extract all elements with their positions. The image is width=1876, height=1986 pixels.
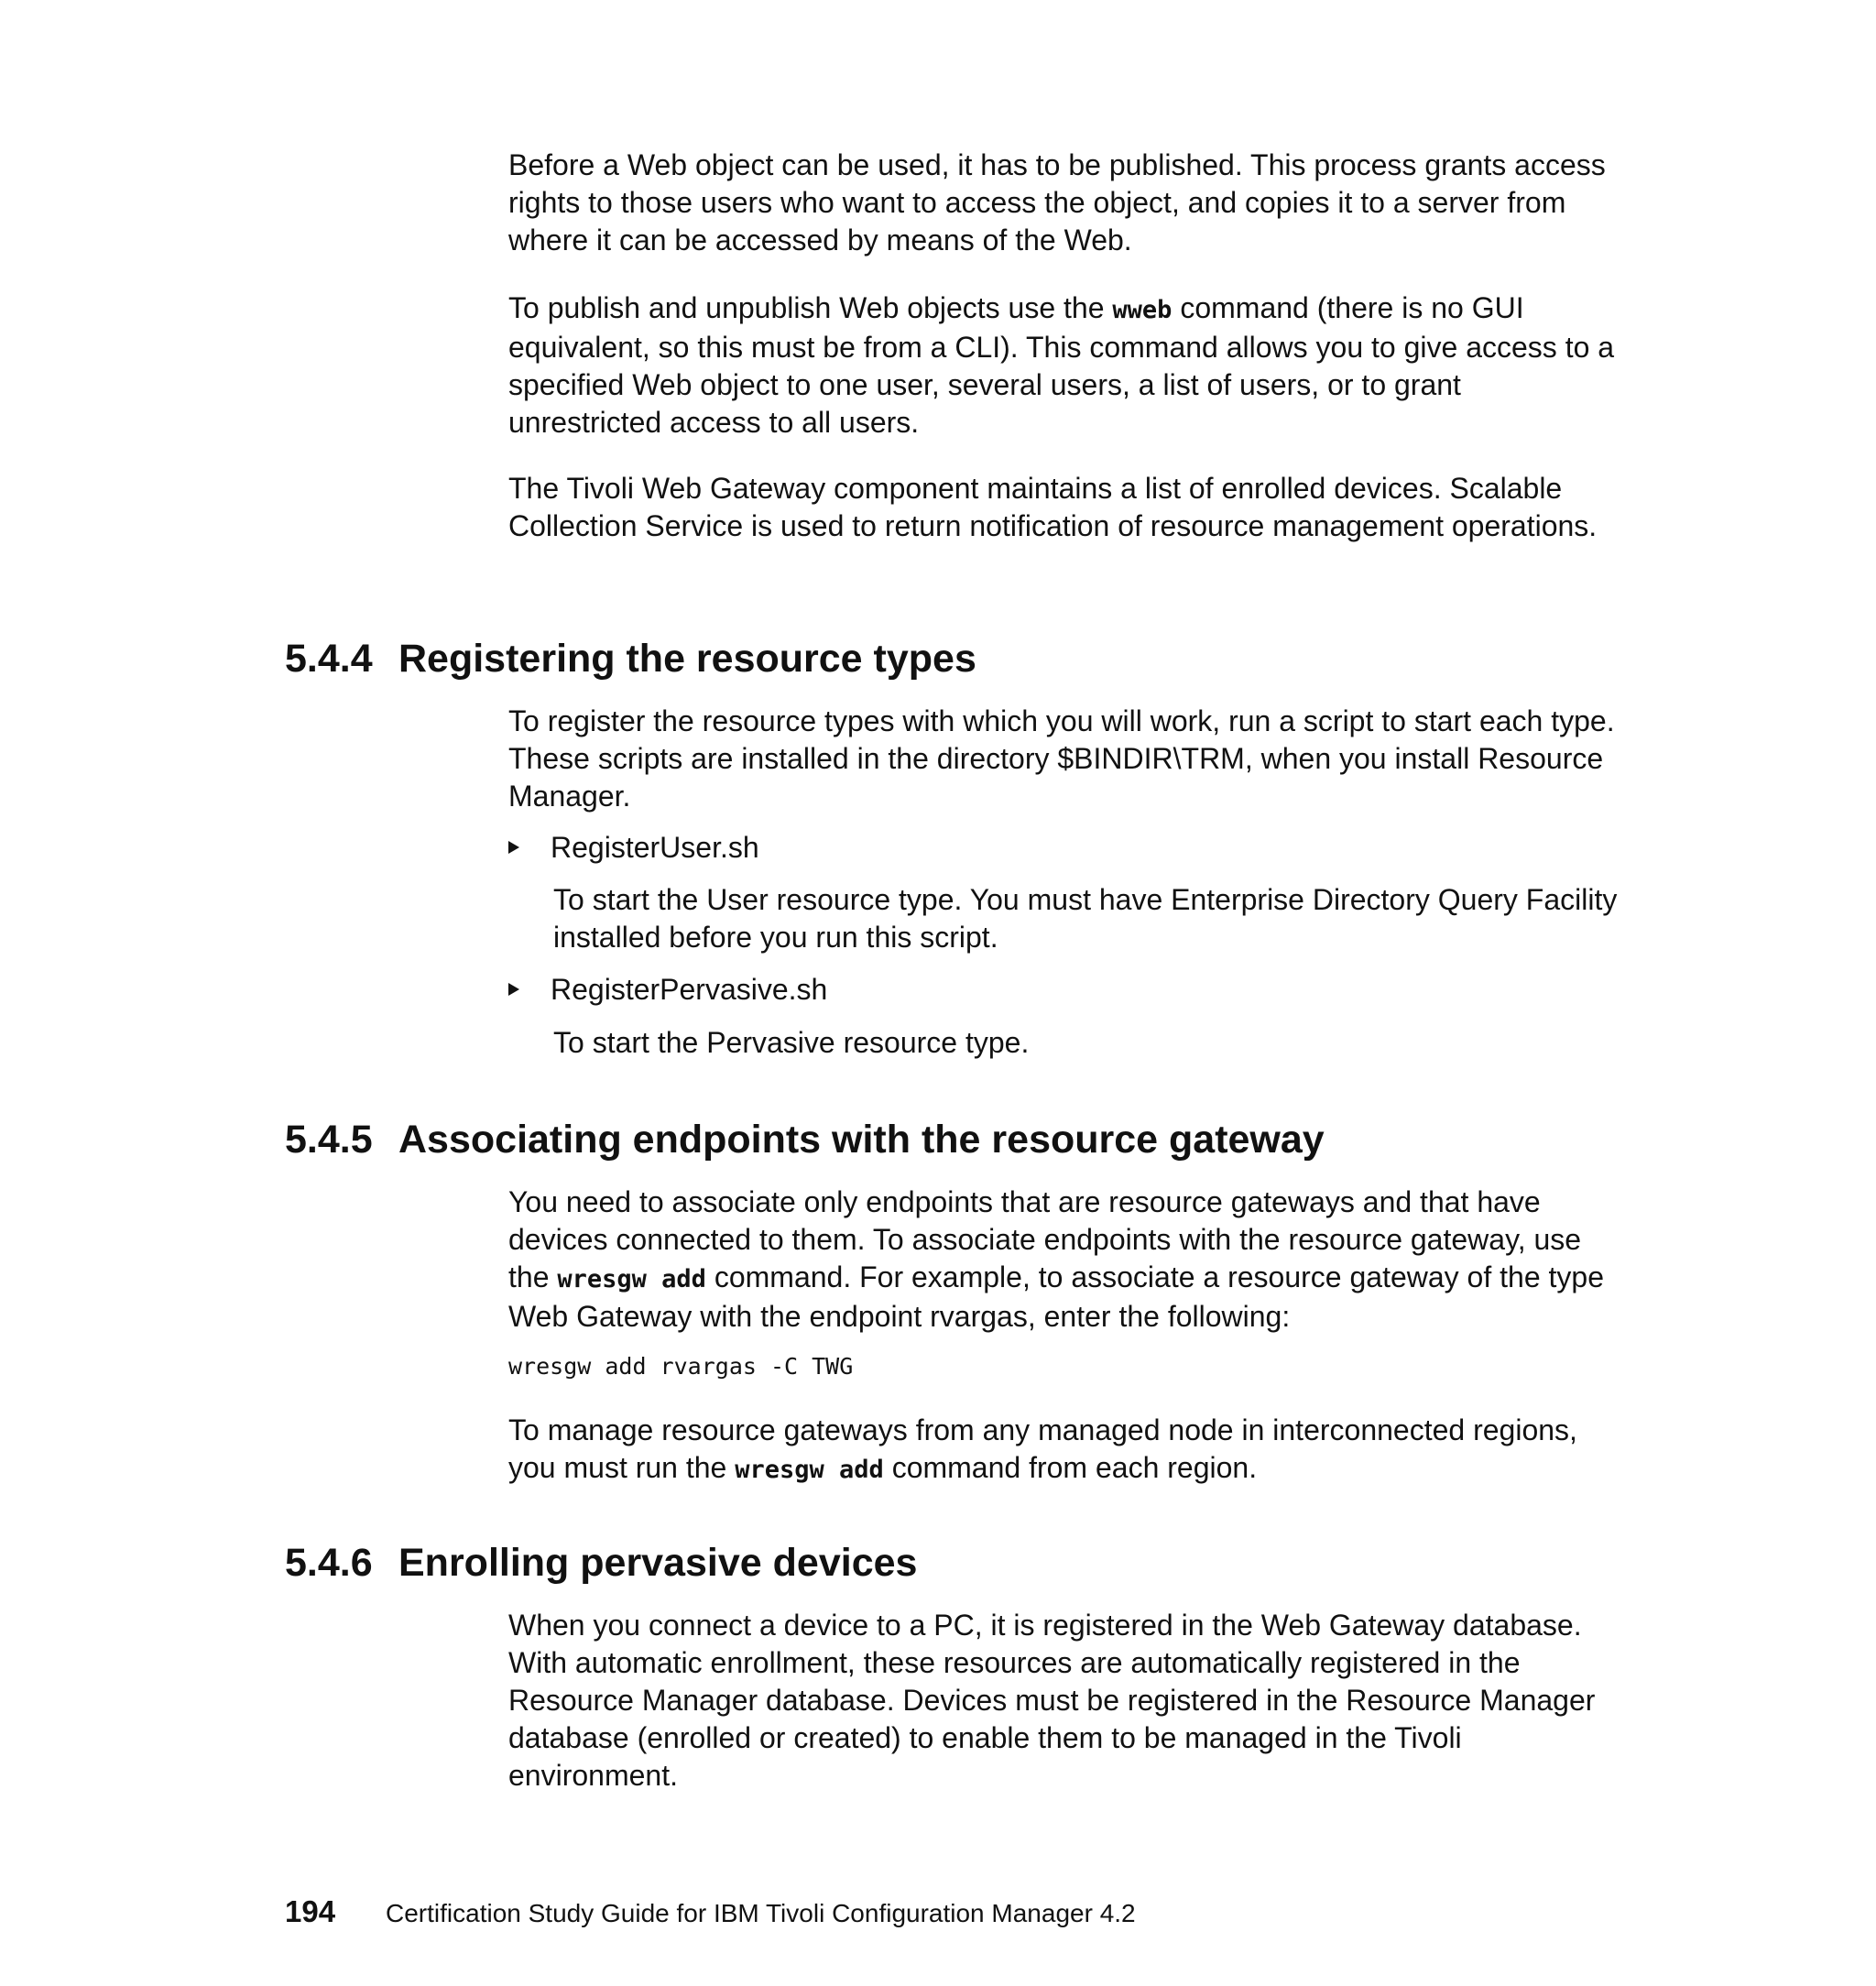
- code-example: wresgw add rvargas -C TWG: [508, 1353, 854, 1380]
- book-title: Certification Study Guide for IBM Tivoli Configuration Manager 4.2: [386, 1899, 1136, 1927]
- bullet-description-register-pervasive: To start the Pervasive resource type.: [553, 1026, 1030, 1059]
- section-heading-5-4-6: 5.4.6 Enrolling pervasive devices: [285, 1541, 918, 1585]
- inline-command-wweb: wweb: [1112, 296, 1172, 324]
- bullet-triangle-icon: [508, 983, 519, 996]
- bullet-description-register-user: To start the User resource type. You must have Enterprise Directory Query Facility installed before you run this script.: [553, 883, 1618, 954]
- intro-paragraph-3: The Tivoli Web Gateway component maintains a list of enrolled devices. Scalable Collection Service is used to return notification of resource management operations.: [508, 472, 1598, 542]
- section-5-4-5-paragraph-1: You need to associate only endpoints that are resource gateways and that have devices connected to them. To associate endpoints with the resource gateway, use the wresgw add command. For example, to associate a resource gateway of the type Web Gateway with the endpoint rvargas, enter the following:: [508, 1185, 1604, 1333]
- section-5-4-4-paragraph: To register the resource types with which you will work, run a script to start each type. These scripts are installed in the directory $BINDIR\TRM, when you install Resource Manager.: [508, 704, 1615, 813]
- bullet-item-register-user: RegisterUser.sh: [508, 829, 759, 867]
- inline-command-wresgw-add: wresgw add: [557, 1265, 706, 1293]
- section-5-4-6-paragraph: When you connect a device to a PC, it is registered in the Web Gateway database. With automatic enrollment, these resources are automatically registered in the Resource Manager database. Devices must be registered in the Resource Manager database (enrolled or created) to enable them to be managed in the Tivoli environment.: [508, 1609, 1596, 1792]
- bullet-item-register-pervasive: RegisterPervasive.sh: [508, 971, 827, 1009]
- intro-paragraph-2: To publish and unpublish Web objects use the wweb command (there is no GUI equivalent, so this must be from a CLI). This command allows you to give access to a specified Web object to one user, several users, a list of users, or to grant unrestricted access to all users.: [508, 291, 1615, 439]
- section-heading-5-4-5: 5.4.5 Associating endpoints with the resource gateway: [285, 1118, 1325, 1162]
- bullet-triangle-icon: [508, 841, 519, 854]
- page-number: 194: [285, 1894, 336, 1928]
- intro-paragraph-1: Before a Web object can be used, it has to be published. This process grants access rights to those users who want to access the object, and copies it to a server from where it can be accessed by means of the Web.: [508, 148, 1606, 256]
- section-5-4-5-paragraph-2: To manage resource gateways from any managed node in interconnected regions, you must run the wresgw add command from each region.: [508, 1413, 1577, 1484]
- page-footer: [285, 1894, 1136, 1929]
- section-heading-5-4-4: 5.4.4 Registering the resource types: [285, 637, 976, 681]
- inline-command-wresgw-add: wresgw add: [735, 1456, 884, 1484]
